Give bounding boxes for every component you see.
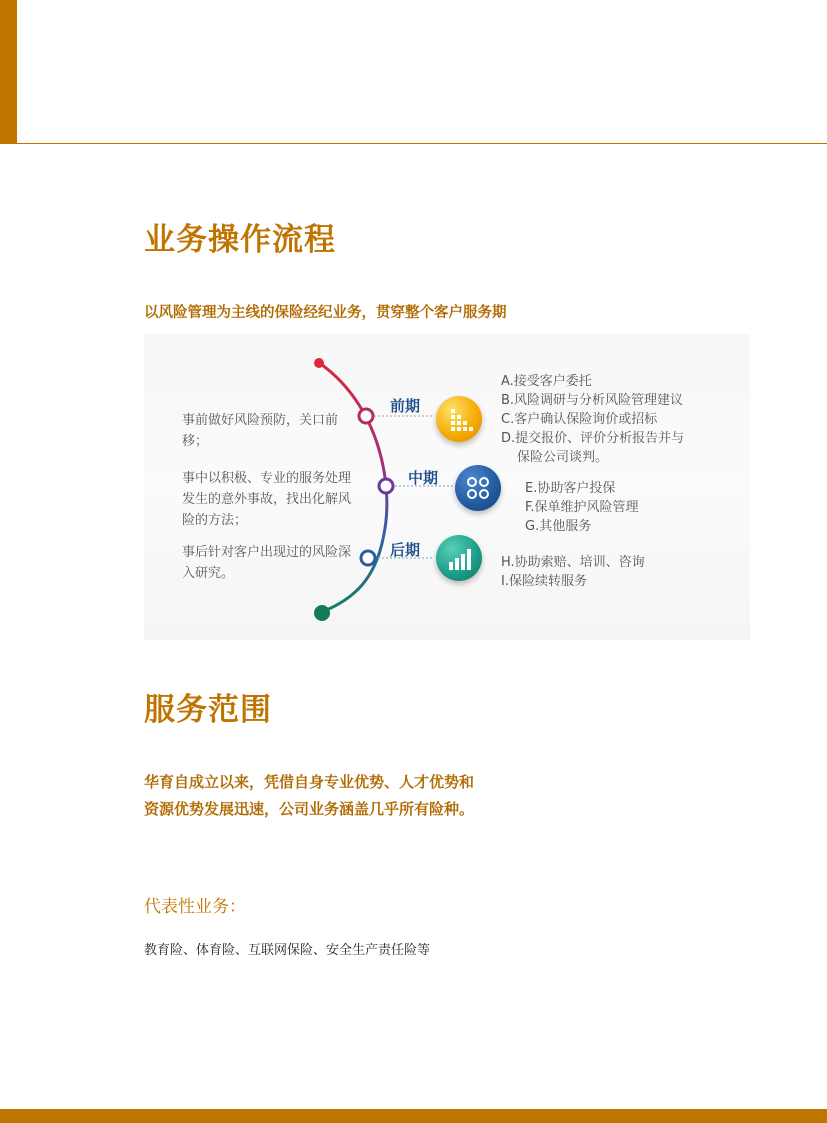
list-item: F.保单维护风险管理 xyxy=(525,500,639,515)
header-rule xyxy=(17,143,827,144)
phase-items-late xyxy=(501,553,645,591)
list-item: 保险公司谈判。 xyxy=(517,450,609,465)
list-item: A.接受客户委托 xyxy=(501,374,592,389)
phase-items-early xyxy=(501,372,684,467)
list-item: H.协助索赔、培训、咨询 xyxy=(501,555,645,570)
node-late xyxy=(361,551,375,565)
timeline-start-node xyxy=(314,358,324,368)
list-item: G.其他服务 xyxy=(525,519,592,534)
list-item: C.客户确认保险询价或招标 xyxy=(501,412,658,427)
list-item: E.协助客户投保 xyxy=(525,481,616,496)
node-mid xyxy=(379,479,393,493)
note-early: 事前做好风险预防，关口前移； xyxy=(182,413,339,449)
phase-label-late: 后期 xyxy=(390,541,421,559)
note-late: 事后针对客户出现过的风险深入研究。 xyxy=(182,545,352,581)
note-mid: 事中以积极、专业的服务处理发生的意外事故，找出化解风险的方法； xyxy=(182,471,352,528)
phase-label-early: 前期 xyxy=(390,397,421,415)
blocks-icon xyxy=(436,396,482,442)
list-item: D.提交报价、评价分析报告并与 xyxy=(501,431,685,446)
phase-label-mid: 中期 xyxy=(408,469,439,487)
scope-body: 华育自成立以来，凭借自身专业优势、人才优势和资源优势发展迅速，公司业务涵盖几乎所有险种。 xyxy=(144,773,475,818)
process-title: 业务操作流程 xyxy=(144,222,336,258)
timeline-end-node xyxy=(314,605,330,621)
left-accent-bar xyxy=(0,0,17,144)
footer-bar xyxy=(0,1109,827,1123)
process-subtitle: 以风险管理为主线的保险经纪业务，贯穿整个客户服务期 xyxy=(144,305,507,321)
bar-chart-icon xyxy=(436,535,482,581)
cluster-icon xyxy=(455,465,501,511)
rep-business-label: 代表性业务： xyxy=(144,897,246,917)
node-early xyxy=(359,409,373,423)
list-item: I.保险续转服务 xyxy=(501,574,587,589)
scope-title: 服务范围 xyxy=(144,692,272,728)
list-item: B.风险调研与分析风险管理建议 xyxy=(501,393,684,408)
phase-items-mid xyxy=(525,479,639,536)
rep-business-items: 教育险、体育险、互联网保险、安全生产责任险等 xyxy=(144,943,431,958)
process-diagram xyxy=(144,334,750,640)
